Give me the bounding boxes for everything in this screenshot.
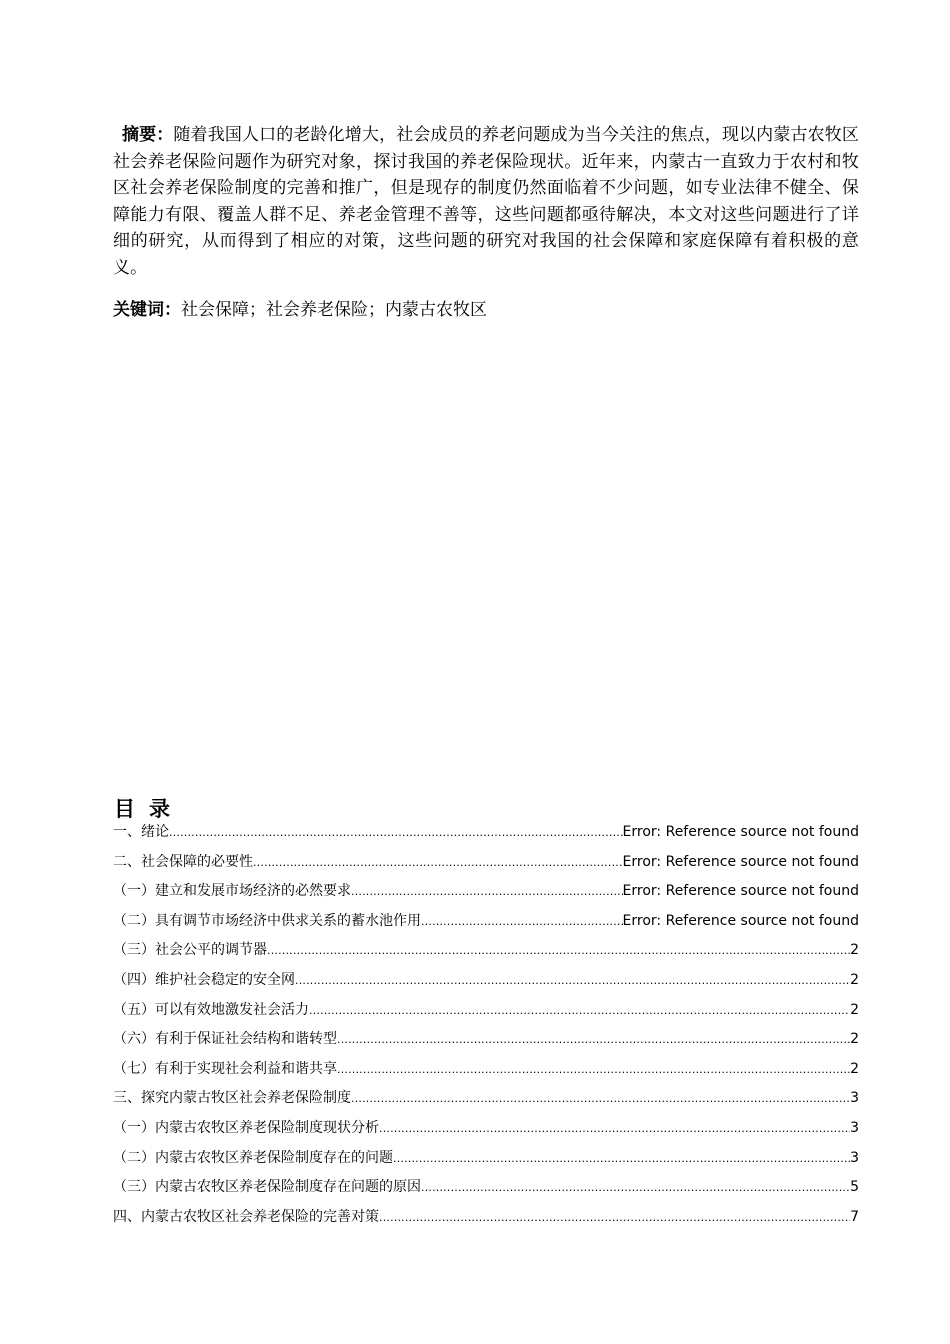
abstract-label: 摘要： bbox=[122, 125, 174, 145]
toc-entry[interactable] bbox=[113, 907, 859, 937]
toc-title: 目录 bbox=[114, 797, 184, 821]
toc-entry[interactable] bbox=[113, 818, 859, 848]
toc-entry[interactable] bbox=[113, 1173, 859, 1203]
toc-leader-dots bbox=[253, 848, 623, 878]
toc-page-ref: Error: Reference source not found bbox=[622, 883, 859, 900]
toc-entry[interactable] bbox=[113, 996, 859, 1026]
toc-entry[interactable] bbox=[113, 877, 859, 907]
toc-entry-text: （三）内蒙古农牧区养老保险制度存在问题的原因 bbox=[113, 1179, 421, 1196]
toc-entry-text: （五）可以有效地激发社会活力 bbox=[113, 1001, 309, 1018]
table-of-contents bbox=[113, 818, 859, 1232]
toc-entry-text: （二）内蒙古农牧区养老保险制度存在的问题 bbox=[113, 1149, 393, 1166]
abstract-paragraph bbox=[113, 122, 859, 281]
toc-entry[interactable] bbox=[113, 1144, 859, 1174]
toc-page-ref: 3 bbox=[850, 1090, 859, 1107]
toc-page-ref: Error: Reference source not found bbox=[622, 912, 859, 929]
toc-entry[interactable] bbox=[113, 1114, 859, 1144]
toc-leader-dots bbox=[421, 1173, 850, 1203]
toc-page-ref: Error: Reference source not found bbox=[622, 824, 859, 840]
toc-page-ref: 2 bbox=[850, 1001, 859, 1018]
toc-entry-text: 四、内蒙古农牧区社会养老保险的完善对策 bbox=[113, 1208, 379, 1225]
toc-entry-text: （三）社会公平的调节器 bbox=[113, 942, 267, 959]
toc-entry[interactable] bbox=[113, 1025, 859, 1055]
toc-leader-dots bbox=[351, 1084, 850, 1114]
toc-leader-dots bbox=[337, 1055, 850, 1085]
toc-entry-text: （二）具有调节市场经济中供求关系的蓄水池作用 bbox=[113, 912, 421, 929]
toc-leader-dots bbox=[337, 1025, 850, 1055]
toc-entry[interactable] bbox=[113, 1055, 859, 1085]
toc-entry-text: （一）内蒙古农牧区养老保险制度现状分析 bbox=[113, 1119, 379, 1136]
toc-entry[interactable] bbox=[113, 848, 859, 878]
toc-page-ref: 2 bbox=[850, 971, 859, 988]
toc-leader-dots bbox=[267, 936, 850, 966]
toc-leader-dots bbox=[421, 907, 623, 937]
toc-page-ref: 7 bbox=[850, 1208, 859, 1225]
toc-leader-dots bbox=[295, 966, 850, 996]
toc-page-ref: 3 bbox=[850, 1119, 859, 1136]
keywords-paragraph bbox=[113, 297, 859, 323]
toc-page-ref: 3 bbox=[850, 1149, 859, 1166]
toc-entry-text: （六）有利于保证社会结构和谐转型 bbox=[113, 1031, 337, 1048]
toc-leader-dots bbox=[379, 1114, 850, 1144]
toc-leader-dots bbox=[309, 996, 850, 1026]
toc-entry-text: （一）建立和发展市场经济的必然要求 bbox=[113, 883, 351, 900]
toc-entry[interactable] bbox=[113, 1084, 859, 1114]
keywords-label: 关键词： bbox=[113, 300, 181, 320]
toc-entry-text: 三、探究内蒙古牧区社会养老保险制度 bbox=[113, 1090, 351, 1107]
keywords-text: 社会保障；社会养老保险；内蒙古农牧区 bbox=[181, 300, 487, 320]
toc-entry[interactable] bbox=[113, 1203, 859, 1233]
abstract-text: 随着我国人口的老龄化增大，社会成员的养老问题成为当今关注的焦点，现以内蒙古农牧区社会养老保险问题作为研究对象，探讨我国的养老保险现状。近年来，内蒙古一直致力于农村和牧区社会养老保险制度的完善和推广，但是现存的制度仍然面临着不少问题，如专业法律不健全、保障能力有限、覆盖人群不足、养老金管理不善等，这些问题都亟待解决，本文对这些问题进行了详细的研究，从而得到了相应的对策，这些问题的研究对我国的社会保障和家庭保障有着积极的意义。 bbox=[113, 125, 859, 278]
toc-page-ref: 2 bbox=[850, 1060, 859, 1077]
toc-page-ref: 2 bbox=[850, 942, 859, 959]
toc-leader-dots bbox=[393, 1144, 850, 1174]
toc-entry-text: 一、绪论 bbox=[113, 824, 169, 840]
toc-page-ref: 5 bbox=[850, 1179, 859, 1196]
toc-page-ref: Error: Reference source not found bbox=[622, 853, 859, 870]
toc-leader-dots bbox=[169, 818, 623, 848]
toc-leader-dots bbox=[379, 1203, 850, 1233]
toc-page-ref: 2 bbox=[850, 1031, 859, 1048]
toc-entry-text: （四）维护社会稳定的安全网 bbox=[113, 971, 295, 988]
toc-entry[interactable] bbox=[113, 966, 859, 996]
toc-leader-dots bbox=[351, 877, 623, 907]
toc-entry-text: 二、社会保障的必要性 bbox=[113, 853, 253, 870]
toc-entry[interactable] bbox=[113, 936, 859, 966]
toc-entry-text: （七）有利于实现社会利益和谐共享 bbox=[113, 1060, 337, 1077]
